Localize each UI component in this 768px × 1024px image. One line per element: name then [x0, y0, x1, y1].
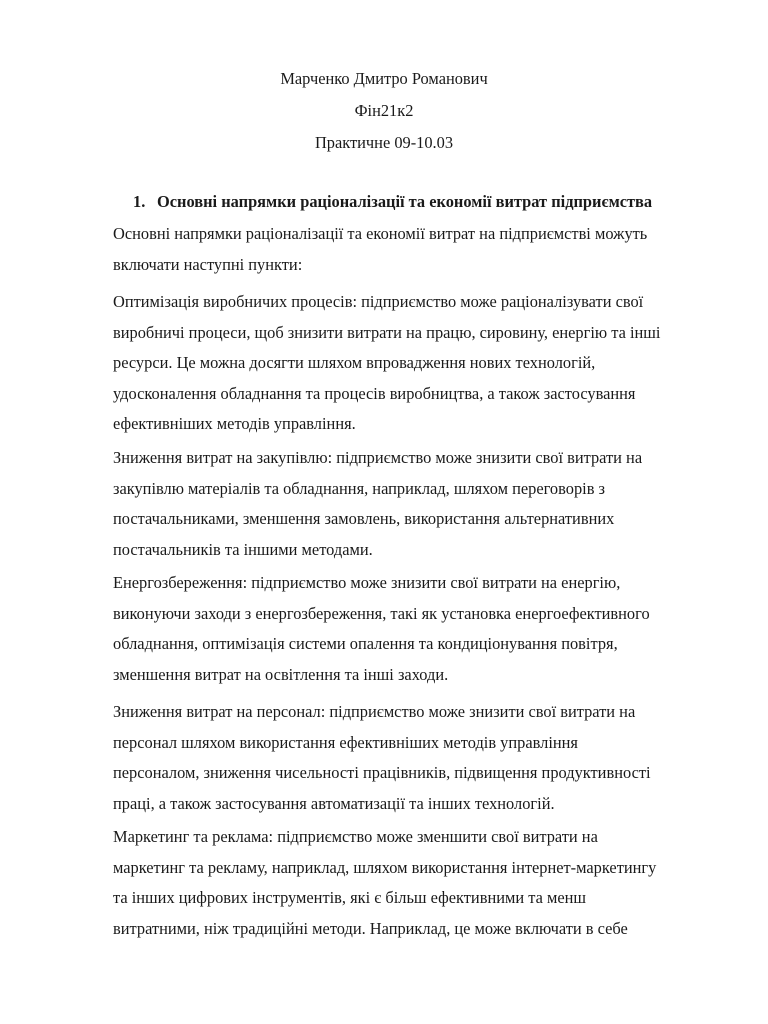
section-number: 1. — [133, 192, 146, 211]
section-heading — [133, 192, 652, 212]
group-code: Фін21к2 — [354, 101, 414, 120]
paragraph-line: ресурси. Це можна досягти шляхом впровадження нових технологій, — [113, 353, 596, 372]
practical-title: Практичне 09-10.03 — [314, 133, 454, 152]
paragraph-line: обладнання, оптимізація системи опалення та кондиціонування повітря, — [113, 634, 618, 653]
paragraph-line: персонал шляхом використання ефективніших методів управління — [113, 732, 578, 752]
intro-paragraph — [113, 219, 713, 280]
paragraph-line: Енергозбереження: підприємство може знизити свої витрати на енергію, — [113, 573, 621, 592]
paragraph-line: Маркетинг та реклама: підприємство може зменшити свої витрати на — [113, 827, 598, 846]
marketing-paragraph — [113, 822, 713, 944]
paragraph-line: Оптимізація виробничих процесів: підприємство може раціоналізувати свої — [113, 292, 644, 311]
paragraph-line: маркетинг та рекламу, наприклад, шляхом використання інтернет-маркетингу — [113, 857, 657, 877]
paragraph-line: зменшення витрат на освітлення та інші заходи. — [113, 664, 449, 684]
paragraph-line: виробничі процеси, щоб знизити витрати на працю, сировину, енергію та інші — [113, 322, 661, 342]
paragraph-line: праці, а також застосування автоматизації та інших технологій. — [113, 793, 555, 813]
paragraph-line: Зниження витрат на персонал: підприємство може знизити свої витрати на — [113, 702, 636, 721]
procurement-paragraph — [113, 443, 713, 565]
production-optimization-paragraph — [113, 287, 713, 440]
paragraph-line: удосконалення обладнання та процесів виробництва, а також застосування — [113, 383, 636, 403]
paragraph-line: персоналом, зниження чисельності працівників, підвищення продуктивності — [113, 763, 651, 782]
paragraph-line: Основні напрямки раціоналізації та економії витрат на підприємстві можуть — [113, 224, 648, 243]
paragraph-line: виконуючи заходи з енергозбереження, такі як установка енергоефективного — [113, 603, 650, 623]
paragraph-line: ефективніших методів управління. — [113, 414, 356, 433]
paragraph-line: закупівлю матеріалів та обладнання, наприклад, шляхом переговорів з — [113, 478, 606, 498]
paragraph-line: включати наступні пункти: — [113, 254, 303, 274]
paragraph-line: постачальників та іншими методами. — [113, 539, 373, 559]
paragraph-line: Зниження витрат на закупівлю: підприємство може знизити свої витрати на — [113, 448, 643, 467]
author-name: Марченко Дмитро Романович — [280, 69, 488, 88]
personnel-costs-paragraph — [113, 697, 713, 819]
paragraph-line: постачальниками, зменшення замовлень, використання альтернативних — [113, 509, 615, 528]
energy-saving-paragraph — [113, 568, 713, 690]
paragraph-line: та інших цифрових інструментів, які є більш ефективними та менш — [113, 888, 586, 907]
paragraph-line: витратними, ніж традиційні методи. Наприклад, це може включати в себе — [113, 918, 628, 938]
section-title: Основні напрямки раціоналізації та економії витрат підприємства — [157, 192, 653, 211]
